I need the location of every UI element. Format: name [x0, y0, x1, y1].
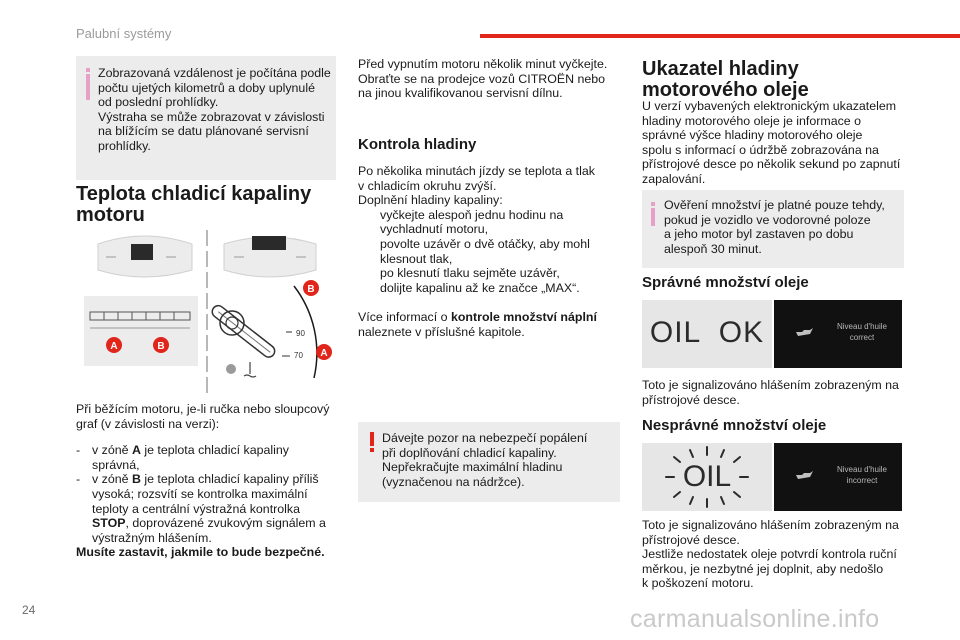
coolant-heading: Teplota chladicí kapaliny motoru	[76, 183, 312, 226]
burn-warning-box: Dávejte pozor na nebezpečí popálení při doplňování chladicí kapaliny. Nepřekračujte maximální hladinu (vyznačenou na nádržce).	[358, 422, 620, 502]
oil-ok-text: OIL OK	[649, 316, 765, 349]
bullet-item: dolijte kapalinu až ke značce „MAX“.	[380, 280, 580, 295]
oil-level-text: U verzí vybavených elektronickým ukazatelem hladiny motorového oleje je informace o správné výšce hladiny motorového oleje spolu s informací o údržbě zobrazována na přístrojové desce po několik sekund po zapnutí zapalování.	[642, 99, 901, 186]
watermark: carmanualsonline.info	[630, 605, 880, 633]
coolant-text: Při běžícím motoru, je-li ručka nebo sloupcový graf (v závislosti na verzi): - v zóně A je teplota chladicí kapaliny správná, - v zóně B je teplota chladicí kapaliny příliš vysoká; rozsvítí se kontrolka maximální teploty a centrální výstražná kontrolka STOP, doprovázené zvukovým signálem a výstražným hlášením. Musíte zastavit, jakmile to bude bezpečné.	[76, 402, 346, 560]
svg-text:B: B	[307, 284, 315, 295]
oil-correct-screen	[774, 300, 902, 368]
level-check-heading: Kontrola hladiny	[358, 136, 477, 153]
info-line: Zobrazovaná vzdálenost je počítána podle	[98, 66, 331, 80]
header-accent-bar	[480, 34, 960, 38]
col2-intro: Před vypnutím motoru několik minut vyčkejte. Obraťte se na prodejce vozů CITROËN nebo na jinou kvalifikovanou servisní dílnu.	[358, 57, 608, 101]
info-line: na blížícím se datu plánované servisní	[98, 124, 309, 139]
running-header: Palubní systémy	[76, 26, 172, 41]
bar-graph-panel	[84, 296, 198, 366]
oil-incorrect-heading: Nesprávné množství oleje	[642, 417, 827, 434]
cluster-right-screen	[252, 236, 286, 250]
level-check-text: Po několika minutách jízdy se teplota a tlak v chladicím okruhu zvýší. Doplnění hladiny kapaliny: vyčkejte alespoň jednu hodinu na vychladnutí motoru, povolte uzávěr o dvě otáčky, aby mohl klesnout tlak, po klesnutí tlaku sejměte uzávěr, dolijte kapalinu až ke značce „MAX“. Více informací o kontrole množství náplní naleznete v příslušné kapitole.	[358, 164, 620, 340]
bullet-item: po klesnutí tlaku sejměte uzávěr,	[380, 266, 560, 281]
oil-incorrect-caption: Toto je signalizováno hlášením zobrazeným na přístrojové desce. Jestliže nedostatek oleje potvrdí kontrola ruční měrkou, je nezbytné jej doplnit, aby nedošlo k poškození motoru.	[642, 518, 899, 591]
oil-can-icon	[794, 469, 814, 483]
info-line: Výstraha se může zobrazovat v závislosti	[98, 109, 325, 124]
info-line: prohlídky.	[98, 138, 151, 153]
screen-line: incorrect	[846, 476, 878, 485]
info-line: od poslední prohlídky.	[98, 95, 219, 110]
oil-info-box: Ověření množství je platné pouze tehdy, pokud je vozidlo ve vodorovné poloze a jeho motor byl zastaven po dobu alespoň 30 minut.	[642, 190, 904, 268]
oil-correct-heading: Správné množství oleje	[642, 274, 809, 291]
oil-ok-display	[642, 300, 772, 368]
gauge-label-90: 90	[296, 329, 305, 338]
svg-text:A: A	[320, 348, 328, 359]
gauge-needle	[210, 303, 277, 359]
oil-level-heading: Ukazatel hladiny motorového oleje	[642, 58, 809, 101]
info-icon	[651, 202, 655, 226]
zone-a-item: - v zóně A je teplota chladicí kapaliny správná,	[76, 443, 289, 472]
oil-can-icon	[794, 326, 814, 340]
stop-instruction: Musíte zastavit, jakmile to bude bezpečné.	[76, 545, 325, 560]
screen-line: Niveau d'huile	[836, 322, 887, 331]
gauge-label-70: 70	[294, 351, 303, 360]
zone-b-item: - v zóně B je teplota chladicí kapaliny příliš vysoká; rozsvítí se kontrolka maximální teploty a centrální výstražná kontrolka STOP, doprovázené zvukovým signálem a výstražným hlášením.	[76, 472, 326, 545]
oil-warning-text: OIL	[682, 460, 732, 493]
oil-incorrect-screen	[774, 443, 902, 511]
page-number: 24	[22, 603, 36, 617]
screen-line: correct	[849, 333, 875, 342]
screen-line: Niveau d'huile	[836, 465, 887, 474]
bullet-item: povolte uzávěr o dvě otáčky, aby mohl klesnout tlak,	[380, 236, 590, 266]
coolant-warning-lamp	[226, 364, 236, 374]
cluster-left-screen	[131, 244, 153, 260]
distance-info-box	[76, 56, 336, 180]
bullet-item: vyčkejte alespoň jednu hodinu na vychladnutí motoru,	[380, 207, 564, 237]
oil-warning-display	[642, 443, 772, 511]
warning-icon	[370, 432, 374, 452]
thermometer-icon	[244, 362, 256, 377]
info-line: počtu ujetých kilometrů a doby uplynulé	[98, 80, 315, 95]
svg-text:A: A	[110, 341, 118, 352]
oil-correct-caption: Toto je signalizováno hlášením zobrazeným na přístrojové desce.	[642, 378, 899, 407]
svg-text:B: B	[157, 341, 165, 352]
coolant-gauge-figure	[84, 228, 334, 398]
info-icon	[86, 68, 90, 100]
